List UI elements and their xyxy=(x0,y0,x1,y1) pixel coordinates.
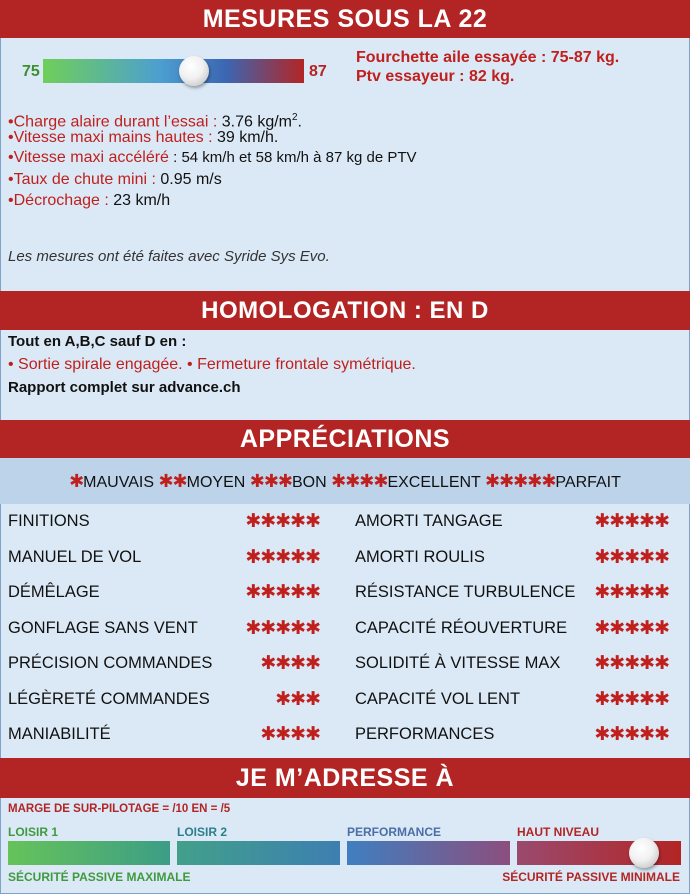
legend-stars: ✱ xyxy=(69,471,84,491)
rating-stars: ✱✱✱✱✱ xyxy=(594,724,669,745)
measure-item: •Vitesse maxi mains hautes : 39 km/h. xyxy=(8,129,279,146)
rating-stars: ✱✱✱✱✱ xyxy=(245,511,320,532)
rating-stars: ✱✱✱✱✱ xyxy=(594,511,669,532)
rating-label: AMORTI ROULIS xyxy=(355,547,485,566)
legend-stars: ✱✱✱ xyxy=(249,471,292,491)
measure-value: 39 km/h. xyxy=(212,129,279,146)
rating-label: AMORTI TANGAGE xyxy=(355,512,503,530)
measure-tail: . xyxy=(297,113,302,131)
rating-stars: ✱✱✱✱✱ xyxy=(594,617,669,639)
adresse-title: JE M’ADRESSE À xyxy=(235,764,455,792)
adresse-header xyxy=(0,758,690,798)
legend-stars: ✱✱ xyxy=(158,471,187,491)
rating-label: PERFORMANCES xyxy=(355,725,495,743)
appreciations-header xyxy=(0,420,690,458)
rating-label: CAPACITÉ VOL LENT xyxy=(355,689,521,708)
category-haut-niveau-label: HAUT NIVEAU xyxy=(517,825,600,839)
rating-label: MANUEL DE VOL xyxy=(8,547,142,566)
legend-label: PARFAIT xyxy=(555,474,621,491)
rating-stars: ✱✱✱✱✱ xyxy=(245,546,320,568)
homologation-line1: Tout en A,B,C sauf D en : xyxy=(8,333,187,350)
measure-item: •Décrochage : 23 km/h xyxy=(8,192,171,209)
homologation-report-link[interactable]: Rapport complet sur advance.ch xyxy=(8,379,241,396)
measure-value: : 54 km/h et 58 km/h à 87 kg de PTV xyxy=(168,149,417,166)
measure-note: Les mesures ont été faites avec Syride Sys Evo. xyxy=(8,248,330,265)
rating-stars: ✱✱✱✱✱ xyxy=(594,653,669,674)
mesures-title: MESURES SOUS LA 22 xyxy=(202,5,488,33)
ptv-text: Ptv essayeur : 82 kg. xyxy=(356,68,515,85)
rating-label: PRÉCISION COMMANDES xyxy=(8,654,213,672)
caption-max-safety: SÉCURITÉ PASSIVE MAXIMALE xyxy=(8,870,191,884)
rating-label: MANIABILITÉ xyxy=(8,725,111,743)
rating-label: DÉMÊLAGE xyxy=(8,583,100,601)
homologation-header xyxy=(0,291,690,330)
appreciations-title: APPRÉCIATIONS xyxy=(239,425,451,453)
legend-label: EXCELLENT xyxy=(387,474,481,491)
measure-label: Taux de chute mini : xyxy=(13,171,156,188)
rating-stars: ✱✱✱✱✱ xyxy=(245,617,320,639)
measure-item: •Taux de chute mini : 0.95 m/s xyxy=(8,171,222,188)
measure-label: Vitesse maxi accéléré xyxy=(13,149,169,166)
rating-stars: ✱✱✱✱✱ xyxy=(594,546,669,568)
category-loisir2-label: LOISIR 2 xyxy=(177,825,228,839)
measure-label: Charge alaire durant l’essai : xyxy=(13,113,218,131)
measure-label: Décrochage : xyxy=(13,192,109,209)
rating-stars: ✱✱✱✱✱ xyxy=(245,582,320,603)
rating-stars: ✱✱✱✱ xyxy=(260,653,320,674)
rating-legend xyxy=(0,458,690,504)
range-min-label: 75 xyxy=(22,63,40,80)
legend-stars: ✱✱✱✱✱ xyxy=(484,471,556,491)
category-loisir1-label: LOISIR 1 xyxy=(8,825,59,839)
marge-text: MARGE DE SUR-PILOTAGE = /10 EN = /5 xyxy=(8,803,231,815)
caption-min-safety: SÉCURITÉ PASSIVE MINIMALE xyxy=(502,870,680,884)
legend-stars: ✱✱✱✱ xyxy=(331,471,388,491)
rating-label: GONFLAGE SANS VENT xyxy=(8,618,198,637)
homologation-title: HOMOLOGATION : EN D xyxy=(201,297,489,324)
measure-item: •Vitesse maxi accéléré : 54 km/h et 58 km/h à 87 kg de PTV xyxy=(8,149,417,166)
weight-range-bar xyxy=(43,59,304,83)
rating-label: LÉGÈRETÉ COMMANDES xyxy=(8,689,210,708)
category-performance-label: PERFORMANCE xyxy=(347,825,442,839)
rating-label: FINITIONS xyxy=(8,512,90,530)
measure-value: 3.76 kg/m xyxy=(217,113,292,131)
category-loisir2-bar xyxy=(177,841,340,865)
measure-label: Vitesse maxi mains hautes : xyxy=(13,129,213,146)
legend-label: BON xyxy=(292,474,327,491)
mesures-header xyxy=(0,0,690,38)
pilot-level-knob xyxy=(629,838,659,868)
rating-label: CAPACITÉ RÉOUVERTURE xyxy=(355,618,568,637)
range-max-label: 87 xyxy=(309,63,327,80)
legend-label: MOYEN xyxy=(186,474,246,491)
category-performance-bar xyxy=(347,841,510,865)
rating-label: SOLIDITÉ À VITESSE MAX xyxy=(355,654,561,672)
rating-stars: ✱✱✱✱✱ xyxy=(594,688,669,710)
measure-item: •Charge alaire durant l’essai : 3.76 $kg/m^2$. xyxy=(8,112,302,131)
measure-sup: 2 xyxy=(291,112,298,123)
rating-stars: ✱✱✱✱ xyxy=(260,724,320,745)
category-loisir1-bar xyxy=(8,841,170,865)
measure-value: 0.95 m/s xyxy=(155,171,222,188)
measure-value: 23 km/h xyxy=(108,192,171,209)
rating-stars: ✱✱✱✱✱ xyxy=(594,582,669,603)
homologation-line2: • Sortie spirale engagée. • Fermeture frontale symétrique. xyxy=(8,356,416,373)
legend-label: MAUVAIS xyxy=(83,474,154,491)
rating-label: RÉSISTANCE TURBULENCE xyxy=(355,583,576,601)
rating-stars: ✱✱✱ xyxy=(275,688,320,710)
fourchette-text: Fourchette aile essayée : 75-87 kg. xyxy=(356,49,620,66)
